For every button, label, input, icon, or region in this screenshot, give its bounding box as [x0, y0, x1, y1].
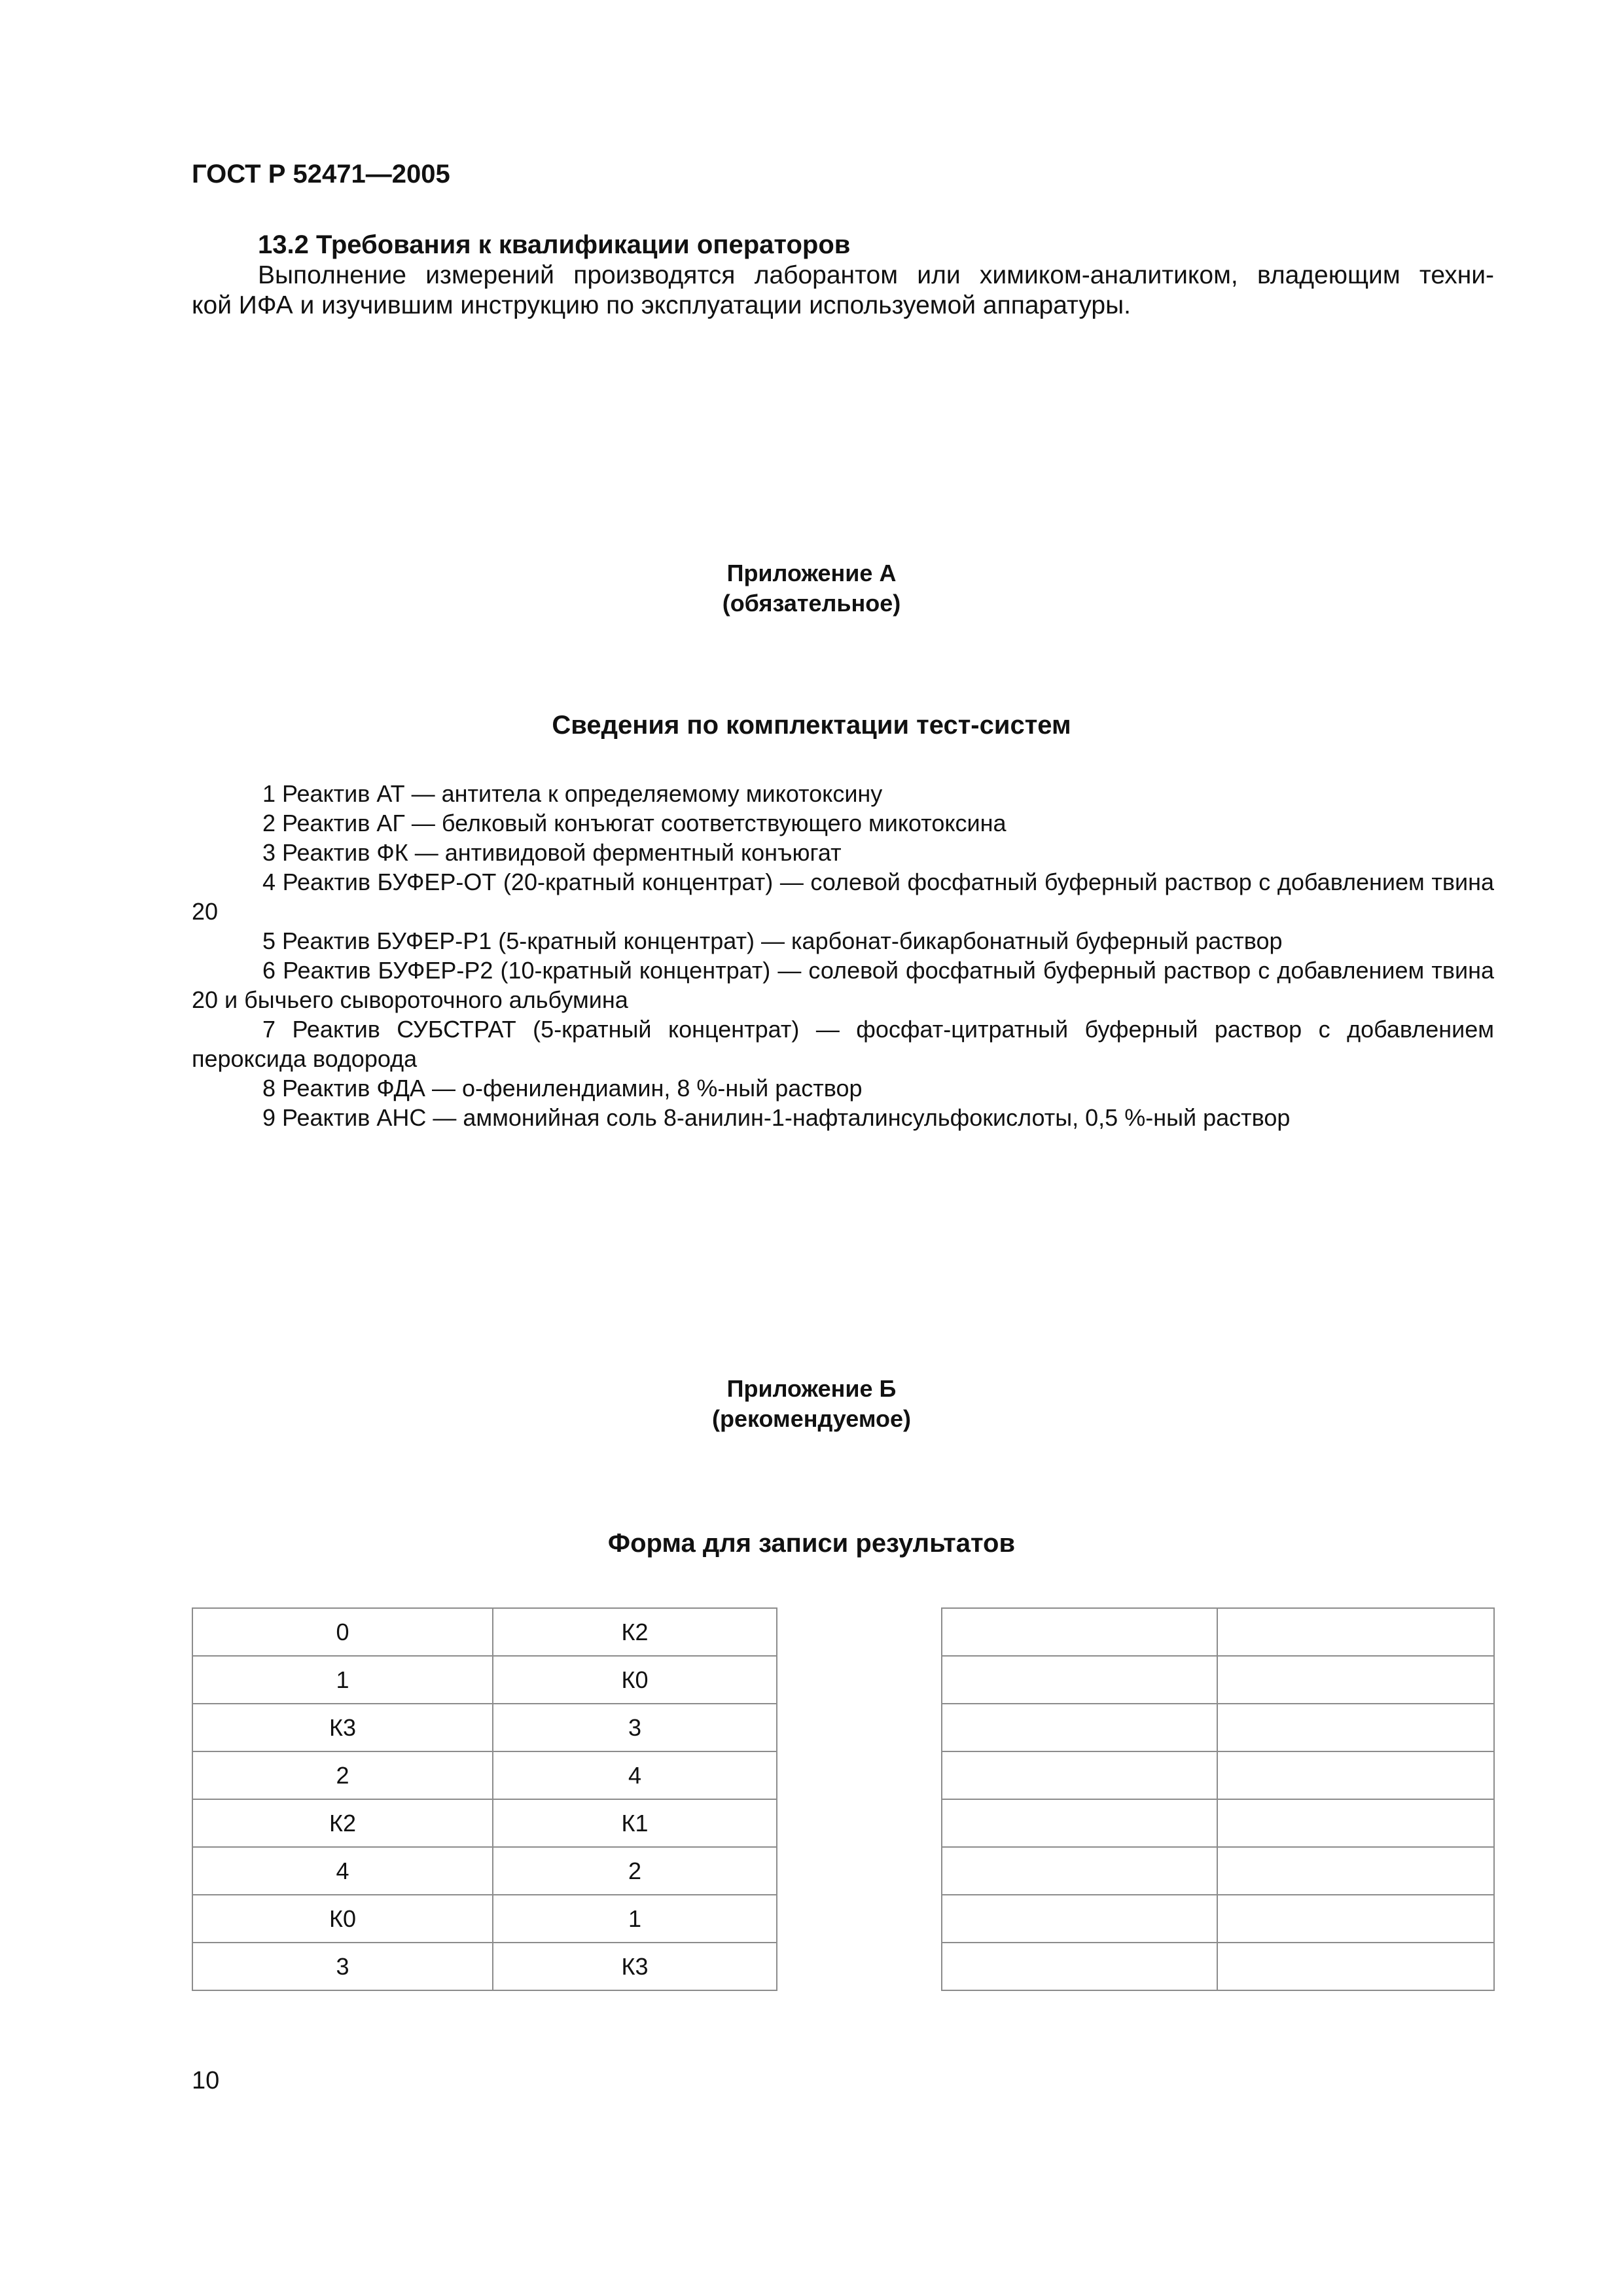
table-cell — [942, 1656, 1217, 1704]
section-paragraph — [192, 260, 1494, 321]
table-cell — [942, 1704, 1217, 1751]
table-cell — [942, 1751, 1217, 1799]
table-cell: К2 — [192, 1799, 493, 1847]
table-row — [942, 1847, 1494, 1895]
results-table-right — [941, 1607, 1495, 1991]
appendix-a-status: (обязательное) — [722, 590, 901, 617]
table-row — [192, 1751, 777, 1799]
list-item: 2 Реактив АГ — белковый конъюгат соответствующего микотоксина — [262, 810, 1007, 836]
appendix-b-status: (рекомендуемое) — [712, 1405, 911, 1432]
table-row — [942, 1608, 1494, 1656]
table-row — [192, 1847, 777, 1895]
table-row — [942, 1799, 1494, 1847]
table-cell: 0 — [192, 1608, 493, 1656]
document-header: ГОСТ Р 52471—2005 — [192, 160, 450, 188]
table-cell — [1217, 1895, 1494, 1943]
table-cell — [942, 1608, 1217, 1656]
table-cell: К0 — [192, 1895, 493, 1943]
table-cell — [1217, 1608, 1494, 1656]
table-cell: К1 — [493, 1799, 777, 1847]
appendix-b-label: Приложение Б — [726, 1375, 897, 1402]
list-item: 3 Реактив ФК — антивидовой ферментный конъюгат — [262, 839, 842, 866]
results-table-left — [192, 1607, 777, 1991]
table-row — [942, 1656, 1494, 1704]
table-cell: 4 — [493, 1751, 777, 1799]
table-cell: 4 — [192, 1847, 493, 1895]
paragraph-line-2: кой ИФА и изучившим инструкцию по эксплуатации используемой аппаратуры. — [192, 291, 1131, 319]
page-number: 10 — [192, 2067, 220, 2094]
table-cell — [942, 1943, 1217, 1990]
table-cell: К0 — [493, 1656, 777, 1704]
table-cell — [942, 1895, 1217, 1943]
table-row — [192, 1799, 777, 1847]
list-item: 9 Реактив АНС — аммонийная соль 8-анилин-1-нафталинсульфокислоты, 0,5 %-ный раствор — [262, 1104, 1291, 1131]
table-row — [192, 1608, 777, 1656]
reagent-list — [192, 779, 1494, 1132]
table-row — [192, 1895, 777, 1943]
table-cell: К2 — [493, 1608, 777, 1656]
appendix-a-title: Сведения по комплектации тест-систем — [552, 711, 1071, 740]
list-item: 6 Реактив БУФЕР-Р2 (10-кратный концентрат) — солевой фосфатный буферный раствор с добавлением твина 20 и бычьего сывороточного альбумина — [192, 957, 1494, 1013]
section-title: 13.2 Требования к квалификации операторов — [258, 230, 851, 259]
table-cell — [1217, 1847, 1494, 1895]
table-cell: 3 — [192, 1943, 493, 1990]
table-cell: 3 — [493, 1704, 777, 1751]
table-row — [942, 1895, 1494, 1943]
table-row — [942, 1751, 1494, 1799]
table-cell — [942, 1799, 1217, 1847]
list-item: 1 Реактив АТ — антитела к определяемому микотоксину — [262, 780, 883, 807]
appendix-a-label: Приложение А — [726, 560, 897, 586]
table-cell: 1 — [493, 1895, 777, 1943]
table-cell: К3 — [192, 1704, 493, 1751]
table-row — [192, 1943, 777, 1990]
appendix-b-title: Форма для записи результатов — [607, 1529, 1016, 1558]
table-cell — [1217, 1799, 1494, 1847]
table-row — [942, 1943, 1494, 1990]
paragraph-line-1: Выполнение измерений производятся лаборантом или химиком-аналитиком, владеющим техни- — [258, 261, 1494, 289]
table-cell — [1217, 1656, 1494, 1704]
list-item: 4 Реактив БУФЕР-ОТ (20-кратный концентрат) — солевой фосфатный буферный раствор с добавлением твина 20 — [192, 869, 1494, 925]
list-item: 7 Реактив СУБСТРАТ (5-кратный концентрат) — фосфат-цитратный буферный раствор с добавлением пероксида водорода — [192, 1016, 1494, 1072]
list-item: 5 Реактив БУФЕР-Р1 (5-кратный концентрат) — карбонат-бикарбонатный буферный раствор — [262, 927, 1283, 954]
list-item: 8 Реактив ФДА — о-фенилендиамин, 8 %-ный раствор — [262, 1075, 863, 1102]
table-cell: 1 — [192, 1656, 493, 1704]
table-cell: 2 — [192, 1751, 493, 1799]
table-cell: К3 — [493, 1943, 777, 1990]
table-cell — [942, 1847, 1217, 1895]
table-cell — [1217, 1943, 1494, 1990]
table-row — [192, 1704, 777, 1751]
table-row — [192, 1656, 777, 1704]
table-cell — [1217, 1751, 1494, 1799]
table-row — [942, 1704, 1494, 1751]
table-cell: 2 — [493, 1847, 777, 1895]
table-cell — [1217, 1704, 1494, 1751]
